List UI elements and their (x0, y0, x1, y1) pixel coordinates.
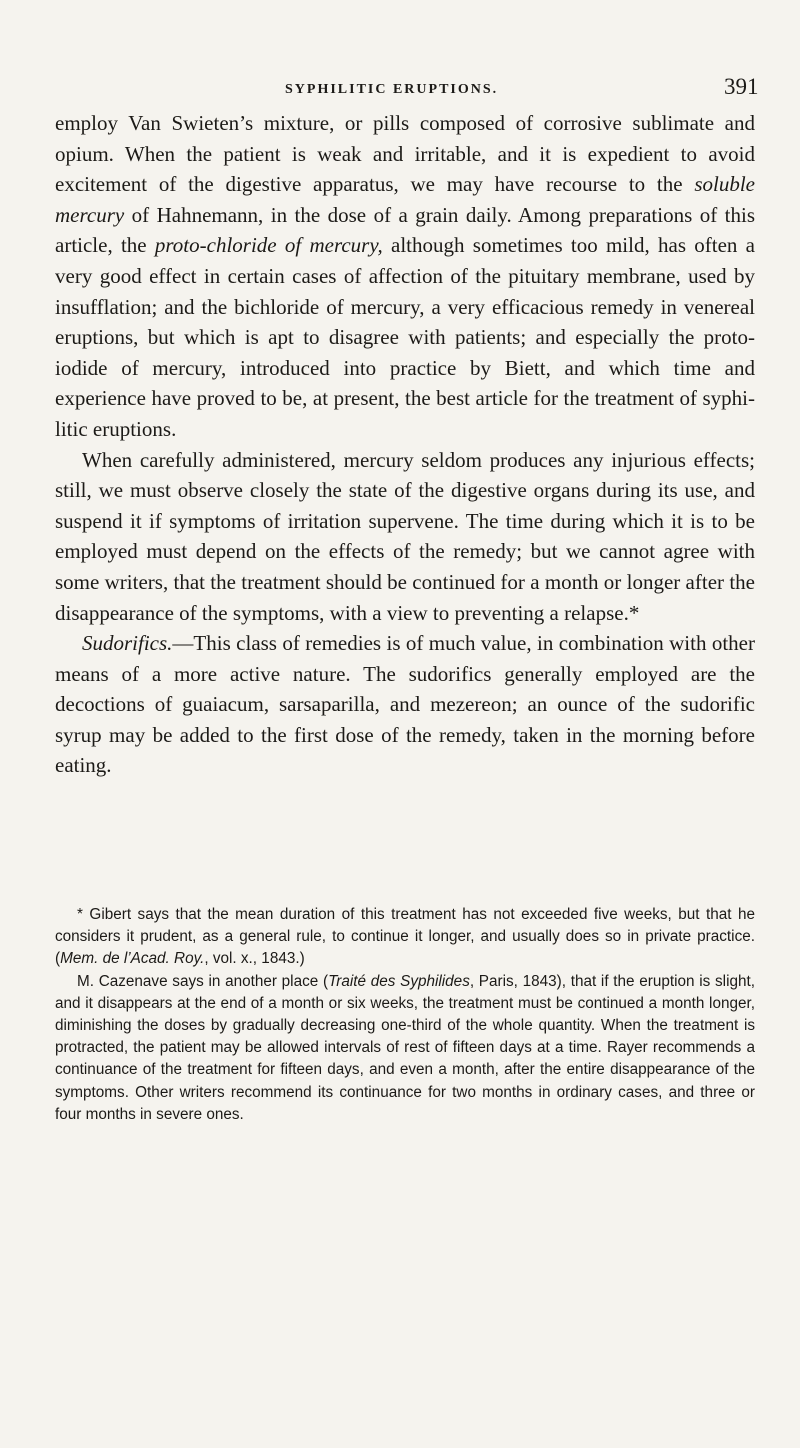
paragraph-sudorifics: Sudorifics.—This class of remedies is of much value, in combination with other means of a more active nature. The sudorifics generally employed are the decoctions of guaiacum, sarsaparilla, and mezereon; an ounce of the sudorific syrup may be added to the first dose of the remedy, taken in the morning before eating. (55, 631, 755, 778)
term-proto-chloride: proto-chloride of mercury, (154, 233, 383, 258)
main-text (55, 108, 755, 781)
paragraph-mercury-administration: When carefully administered, mercury seldom produces any injurious effects; still, we must observe closely the state of the digestive organs during its use, and suspend it if symptoms of irritation supervene. The time during which it is to be employed must depend on the effects of the remedy; but we cannot agree with some writers, that the treatment should be continued for a month or longer after the disappearance of the symptoms, with a view to preventing a relapse.* (55, 447, 755, 625)
running-title: SYPHILITIC ERUPTIONS. (285, 82, 499, 97)
page-number: 391 (724, 74, 759, 99)
paragraph-mercury-preparations: employ Van Swieten’s mixture, or pills composed of corrosive sublimate and opium. When the patient is weak and irritable, and it is expedient to avoid excitement of the digestive apparatus, we may have recourse to the soluble mercury of Hahnemann, in the dose of a grain daily. Among preparations of this article, the proto-chloride of mercury, although sometimes too mild, has often a very good effect in certain cases of affection of the pituitary membrane, used by insufflation; and the bichloride of mercury, a very efficacious remedy in venereal eruptions, but which is apt to disagree with patients; and especially the proto-iodide of mercury, introduced into practice by Biett, and which time and experience have proved to be, at present, the best article for the treatment of syphilitic eruptions. (55, 111, 755, 441)
term-soluble-mercury: soluble mercury (55, 172, 755, 227)
footnote-cazenave: M. Cazenave says in another place (Traité des Syphilides, Paris, 1843), that if the eruption is slight, and it disappears at the end of a month or six weeks, the treatment must be continued a month longer, diminishing the doses by gradually decreasing one-third of the whole quantity. When the treatment is protracted, the patient may be allowed intervals of rest of fifteen days at a time. Rayer recommends a continuance of the treatment for fifteen days, and even a month, after the entire disappearance of the symptoms. Other writers recommend its continuance for two months in ordinary cases, and three or four months in severe ones. (55, 972, 755, 1123)
footnote-gibert: * Gibert says that the mean duration of this treatment has not exceeded five weeks, but that he considers it prudent, as a general rule, to continue it longer, and usually does so in private practice. (Mem. de l’Acad. Roy., vol. x., 1843.) (55, 906, 755, 968)
footnotes (55, 904, 755, 1126)
section-heading-sudorifics: Sudorifics. (82, 631, 173, 656)
